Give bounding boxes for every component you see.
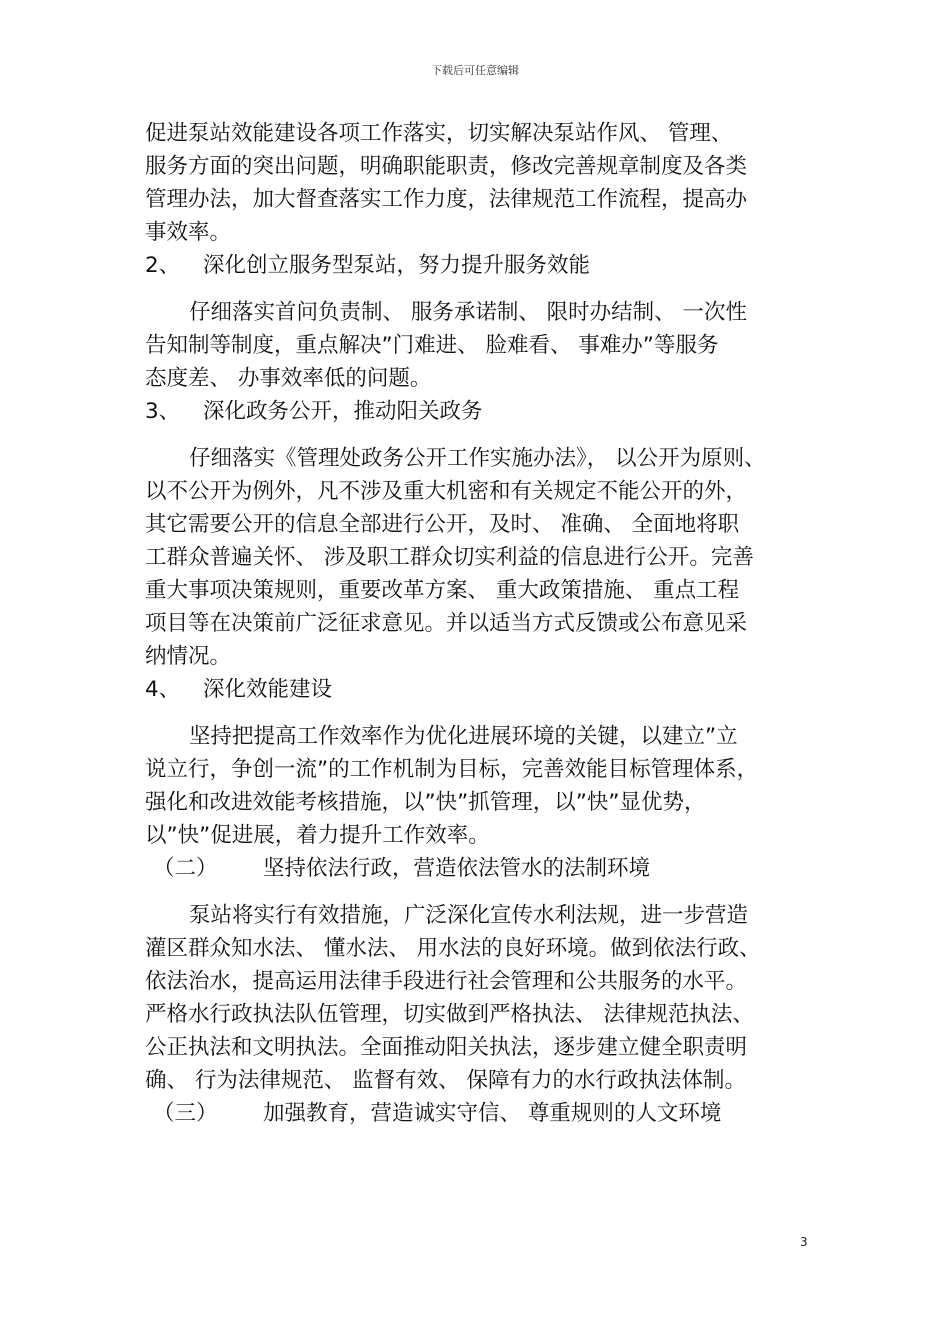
- text-line: 确、 行为法律规范、 监督有效、 保障有力的水行政执法体制。: [145, 1068, 747, 1093]
- text-line: 泵站将实行有效措施，广泛深化宣传水利法规，进一步营造: [189, 903, 749, 928]
- section-heading-2: [145, 249, 835, 282]
- text-line: 告知制等制度，重点解决”门难进、 脸难看、 事难办”等服务: [145, 333, 719, 358]
- text-line: 管理办法，加大督查落实工作力度，法律规范工作流程，提高办: [145, 187, 748, 212]
- text-line: 重大事项决策规则，重要改革方案、 重大政策措施、 重点工程: [145, 578, 740, 603]
- section-title: 深化政务公开，推动阳关政务: [203, 399, 483, 424]
- section-number: 2、: [145, 253, 181, 278]
- paragraph-4: [145, 720, 835, 852]
- text-line: 仔细落实《管理处政务公开工作实施办法》， 以公开为原则、: [189, 446, 766, 471]
- text-line: 以”快”促进展，着力提升工作效率。: [145, 823, 490, 848]
- page-header: 下载后可任意编辑: [431, 64, 519, 77]
- text-line: 坚持把提高工作效率作为优化进展环境的关键，以建立”立: [189, 724, 738, 749]
- section-heading-3: [145, 395, 835, 428]
- section-number: 4、: [145, 677, 181, 702]
- text-line: 促进泵站效能建设各项工作落实，切实解决泵站作风、 管理、: [145, 121, 733, 146]
- text-line: 态度差、 办事效率低的问题。: [145, 366, 432, 391]
- text-line: 强化和改进效能考核措施，以”快”抓管理，以”快”显优势，: [145, 790, 706, 815]
- text-line: 依法治水，提高运用法律手段进行社会管理和公共服务的水平。: [145, 969, 748, 994]
- text-line: 事效率。: [145, 220, 232, 245]
- text-line: 工群众普遍关怀、 涉及职工群众切实利益的信息进行公开。完善: [145, 545, 754, 570]
- chapter-title: 坚持依法行政，营造依法管水的法制环境: [263, 856, 651, 881]
- text-line: 严格水行政执法队伍管理，切实做到严格执法、 法律规范执法、: [145, 1002, 754, 1027]
- text-line: 以不公开为例外，凡不涉及重大机密和有关规定不能公开的外，: [145, 479, 748, 504]
- text-line: 项目等在决策前广泛征求意见。并以适当方式反馈或公布意见采: [145, 611, 748, 636]
- chapter-number: （三）: [153, 1101, 218, 1126]
- section-title: 深化创立服务型泵站，努力提升服务效能: [203, 253, 591, 278]
- text-line: 服务方面的突出问题，明确职能职责，修改完善规章制度及各类: [145, 154, 748, 179]
- paragraph-5: [145, 899, 835, 1097]
- chapter-heading-2: [145, 852, 835, 885]
- chapter-number: （二）: [153, 856, 218, 881]
- document-body: [145, 117, 835, 1130]
- section-number: 3、: [145, 399, 181, 424]
- text-line: 公正执法和文明执法。全面推动阳关执法，逐步建立健全职责明: [145, 1035, 748, 1060]
- text-line: 说立行，争创一流”的工作机制为目标，完善效能目标管理体系，: [145, 757, 759, 782]
- page-number: 3: [800, 1235, 808, 1249]
- paragraph-1: [145, 117, 835, 249]
- text-line: 纳情况。: [145, 644, 232, 669]
- paragraph-3: [145, 442, 835, 673]
- section-title: 深化效能建设: [203, 677, 333, 702]
- text-line: 灌区群众知水法、 懂水法、 用水法的良好环境。做到依法行政、: [145, 936, 761, 961]
- paragraph-2: [145, 296, 835, 395]
- text-line: 其它需要公开的信息全部进行公开，及时、 准确、 全面地将职: [145, 512, 740, 537]
- text-line: 仔细落实首问负责制、 服务承诺制、 限时办结制、 一次性: [189, 300, 748, 325]
- chapter-title: 加强教育，营造诚实守信、 尊重规则的人文环境: [263, 1101, 722, 1126]
- section-heading-4: [145, 673, 835, 706]
- chapter-heading-3: [145, 1097, 835, 1130]
